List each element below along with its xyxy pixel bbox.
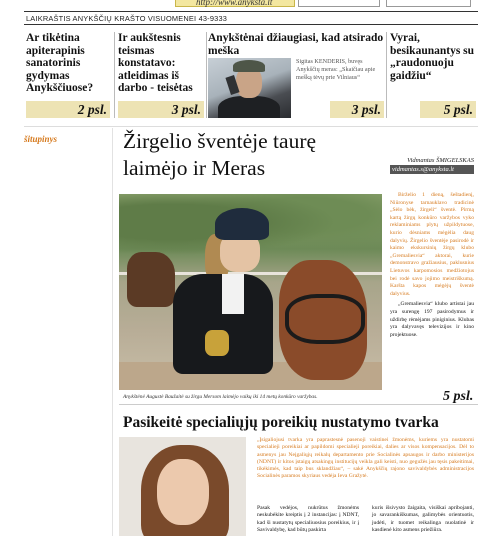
second-article-lead: „Įsigaliojusi tvarka yra paprastesnė pasenoji vaistinei žmonėms, kuriems yra nustatomi specialieji poreikiai ar papildomi specialieji poreikiai, dalies ar visos kompensacijos. Dėl to asmenys jau Neįgaliųjų reikalų departamento prie Socialinės apsaugos ir darbo ministerijos (NDNT) ir kitos įstaigų atsakingų institucijų veikla gali keisti, nuo gegužės jau tęsis pakeitimai, tikėkimės, kad taip bus sklandžiau“, – sakė Anykščių rajono savivaldybės administracijos Socialinės paramos skyriaus vedėja Ieva Gražytė.: [257, 437, 474, 480]
portrait-face: [157, 459, 209, 525]
masthead-box-right-2: [386, 0, 471, 7]
second-headline: Pasikeitė specialiųjų poreikių nustatymo tvarka: [123, 414, 439, 431]
photo-bridle: [285, 294, 365, 344]
main-photo: [119, 194, 382, 390]
masthead-box-right-1: [298, 0, 380, 7]
teaser-2-title[interactable]: Ir aukštesnis teismas konstatavo: atleidimas iš darbo - teisėtas: [118, 32, 193, 94]
second-photo: [119, 437, 246, 536]
masthead-motto: LAIKRAŠTIS ANYKŠČIŲ KRAŠTO VISUOMENEI 43-9333: [26, 14, 228, 23]
masthead-rule-top: [24, 11, 478, 12]
site-url[interactable]: http://www.anyksta.lt: [196, 0, 273, 7]
main-article-lead: Birželio 1 dieną, šeštadienį, Niūronyse tarnauklavo tradicinė „Sėlo bėk, žirgeli“ šventė. Pirmą kartą žirgų konkūro varžybos vyko reklaminiams plytų užpildytuose, kurio dėsniams mėgėlia daug dalyvių. Žirgelio šventėje pasirodė ir kaimo ekskursinių žirgų klubo „Gremaliesvia“ aktorai, kurie demonstravo gražiausius, paklusnius Lietuvos karpomosios medžiotojus bei rodė savo jojimo meistriškumą. Karšta kapos mėgėjų šventė dalyvius.: [390, 192, 474, 297]
second-article-column-b: kuris išsivysto žaigaita, visiškai apribojanti, jo savarankiškumas, galimybės orientuotis, judėti, ir tuomet reikalinga nuolatinė ir kasdienė kito asmens priežiūra.: [372, 505, 474, 533]
teaser-3-page: 3 psl.: [330, 101, 384, 118]
teaser-bottom-rule: [24, 126, 478, 127]
section-tag: šitupinys: [24, 134, 58, 144]
teaser-2-page: 3 psl.: [118, 101, 204, 118]
photo-rider-helmet: [215, 208, 269, 240]
masthead-rule-bottom: [24, 24, 478, 25]
article-divider: [119, 404, 478, 405]
photo-trophy: [205, 330, 229, 356]
teaser-divider-2: [206, 32, 207, 118]
main-photo-caption: Anykštėnė Augustė Baužaitė su žirgu Mersom laimėjo vaikų iki 14 metų konkūro varžybas.: [123, 394, 318, 400]
teaser-divider-3: [386, 32, 387, 118]
main-article-paragraph: „Gremaliesvia“ klubo artistai jau yra surengę 197 pasirodymus ir uždirbę rėmėjams piniginius. Klubas yra dalyvavęs televizijos ir kino projektuose.: [390, 301, 474, 338]
main-headline: Žirgelio šventėje taurę laimėjo ir Meras: [123, 129, 317, 180]
second-article-column-a: Pasak vedėjos, nukrūtus žmonėms neskubėkite kreiptis į 2 instancijas: į NDNT, kad ši nustatytų specialiuosius poreikius, ir į Savivaldybę, kad būtų paskirta: [257, 505, 359, 533]
photo-background-horse: [127, 252, 175, 307]
teaser-divider-1: [114, 32, 115, 118]
left-column-rule: [112, 128, 113, 536]
byline-email[interactable]: vidmantas.s@anyksta.lt: [390, 165, 474, 174]
teaser-1-page: 2 psl.: [26, 101, 110, 118]
main-article-page: 5 psl.: [443, 389, 474, 404]
teaser-4-title[interactable]: Vyrai, besikaunantys su „raudonuoju gaidžiu“: [390, 32, 475, 82]
photo-figure-body: [218, 96, 280, 118]
photo-figure-cap: [233, 60, 265, 72]
teaser-4-page: 5 psl.: [420, 101, 476, 118]
teaser-1-title[interactable]: Ar tikėtina apiterapinis sanatorinis gydymas Anykščiuose?: [26, 32, 94, 94]
teaser-3-quote: Sigitas KENDERIS, buvęs Anykščių meras: „Skaičiau apie mešką tėvų prie Vilniaus“: [296, 58, 376, 81]
masthead: [0, 0, 500, 24]
teaser-3-photo: [208, 58, 291, 118]
photo-rider-shirt: [222, 274, 244, 314]
main-article-body: [390, 192, 474, 342]
teaser-3-title[interactable]: Anykštėnai džiaugiasi, kad atsirado meška: [208, 32, 384, 57]
byline-author: Vidmantas ŠMIGELSKAS: [407, 157, 474, 164]
